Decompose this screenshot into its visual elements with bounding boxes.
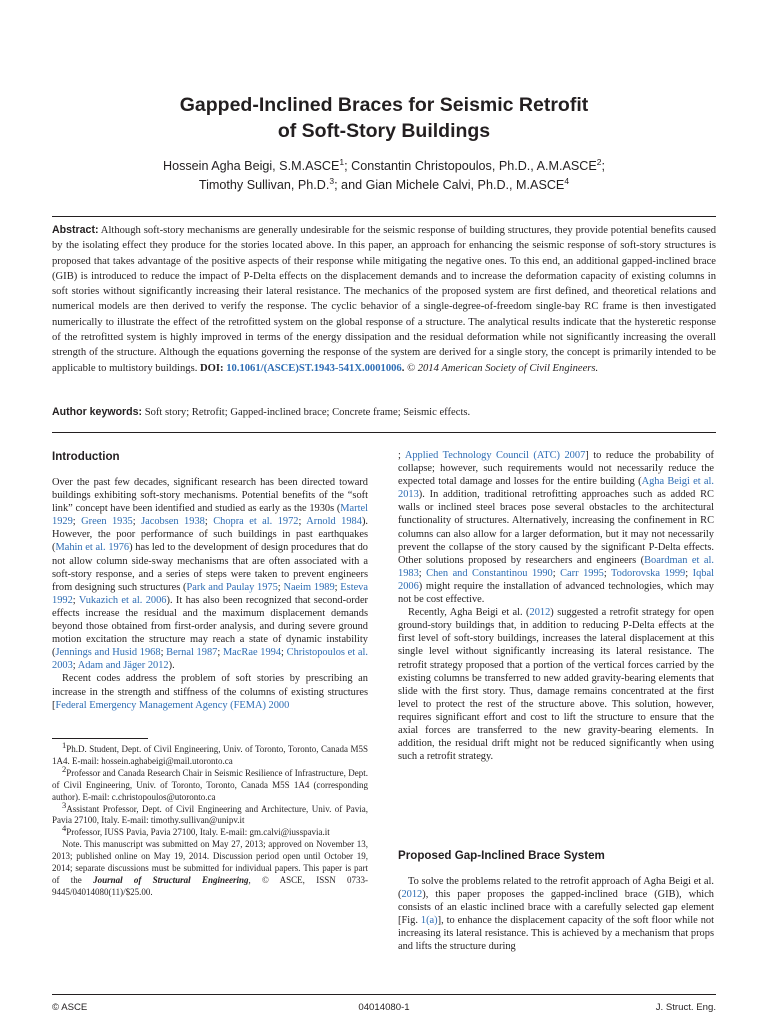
author-2-tail: ;: [601, 159, 606, 173]
text: Assistant Professor, Dept. of Civil Engineering and Architecture, Univ. of Pavia, Pavia 27100, Italy. E-mail: timothy.sullivan@unipv.it: [52, 803, 368, 826]
reference-link[interactable]: Christopoulos et al. 2003: [52, 647, 368, 672]
reference-link[interactable]: Carr 1995: [560, 567, 604, 579]
reference-link[interactable]: Bernal 1987: [166, 647, 218, 659]
text: ), this paper proposes the gapped-inclined brace (GIB), which consists of an elastic inclined brace with a carefully selected gap element [Fig.: [398, 889, 714, 927]
text: ;: [72, 594, 79, 606]
intro-paragraph-1: [52, 476, 368, 672]
text: ;: [132, 516, 142, 528]
text: ;: [603, 567, 612, 579]
text: ] to reduce the probability of collapse; however, such requirements would not necessarily reduce the expected total damage and losses for the entire building (: [398, 450, 714, 488]
author-1: Hossein Agha Beigi, S.M.ASCE: [162, 159, 340, 173]
keywords-bottom-rule: [52, 432, 716, 433]
author-3: Timothy Sullivan, Ph.D.: [198, 177, 330, 192]
author-4-mark: 4: [564, 175, 570, 186]
reference-link[interactable]: Agha Beigi et al. 2013: [398, 476, 714, 501]
text: ;: [685, 567, 693, 579]
doi-end: .: [401, 362, 408, 374]
keywords-text: Soft story; Retrofit; Gapped-inclined brace; Concrete frame; Seismic effects.: [142, 407, 471, 418]
reference-link[interactable]: Naeim 1989: [283, 581, 335, 593]
gib-paragraph-1: [398, 875, 714, 954]
reference-link[interactable]: Applied Technology Council (ATC) 2007: [404, 450, 586, 461]
left-column-body: [52, 476, 368, 712]
author-keywords: [52, 405, 716, 420]
text: ). It has also been recognized that second-order effects increase the residual and the maximum displacement demands beyond those obtained from first-order analysis, and during severe ground motion excitation the structure may reach a state of dynamic instability (: [52, 594, 369, 659]
gib-section-body: [398, 875, 714, 954]
text: ;: [72, 516, 82, 528]
reference-link[interactable]: Green 1935: [81, 516, 133, 528]
footnote-mark: 2: [62, 763, 67, 774]
reference-link[interactable]: Federal Emergency Management Agency (FEMA) 2000: [55, 699, 290, 711]
reference-link[interactable]: Todorovska 1999: [611, 567, 686, 579]
author-4: ; and Gian Michele Calvi, Ph.D., M.ASCE: [334, 177, 565, 192]
text: ;: [72, 660, 78, 672]
footnote-1: [52, 740, 368, 768]
text: Professor and Canada Research Chair in Seismic Resilience of Infrastructure, Dept. of Civil Engineering, Univ. of Toronto, Toronto, Canada M5S 1A4 (corresponding author). E-mail: c.christopoulos@utoronto.ca: [52, 767, 368, 802]
text: ).: [168, 660, 175, 672]
text: Professor, IUSS Pavia, Pavia 27100, Italy. E-mail: gm.calvi@iusspavia.it: [66, 827, 330, 838]
title-line-1: Gapped-Inclined Braces for Seismic Retrofit: [179, 94, 589, 116]
footnote-mark: 3: [62, 799, 67, 810]
text: ) has led to the development of design procedures that do not allow column side-sway mechanisms that are often associated with a soft-story response, and a series of steps were taken to prevent engineers from designing such structures (: [52, 542, 368, 593]
author-1-mark: 1: [339, 156, 345, 167]
text: ;: [398, 450, 405, 461]
footnote-mark: 1: [62, 740, 67, 750]
text: ). In addition, traditional retrofitting approaches such as added RC walls or inclined steel braces pose several obstacles to the architectural functionality of structures. Alternatively, increasing the confinement in RC columns can also allow for a larger deformation, but it may not necessarily prevent the collapse of the story caused by the significant P-Delta effects. Other solutions proposed by researchers and engineers (: [398, 489, 714, 566]
reference-link[interactable]: Adam and Jäger 2012: [77, 660, 169, 672]
reference-link[interactable]: Boardman et al. 1983: [398, 554, 714, 579]
intro-paragraph-2-start: [52, 672, 368, 711]
footnote-mark: 4: [62, 823, 67, 834]
footer-journal: J. Struct. Eng.: [655, 1002, 716, 1013]
text: ;: [298, 516, 307, 528]
abstract-label: Abstract:: [52, 224, 99, 236]
gib-section-heading: Proposed Gap-Inclined Brace System: [398, 849, 605, 862]
reference-link[interactable]: Jennings and Husid 1968: [55, 647, 161, 659]
footnote-rule: [52, 738, 148, 739]
reference-link[interactable]: Mahin et al. 1976: [55, 542, 130, 554]
footnote-2: [52, 763, 368, 804]
footnote-3: [52, 799, 368, 828]
reference-link[interactable]: Jacobsen 1938: [141, 516, 205, 528]
copyright: © 2014 American Society of Civil Engineers.: [407, 362, 599, 374]
text: ;: [552, 567, 561, 579]
text: To solve the problems related to the retrofit approach of Agha Beigi et al. (: [398, 876, 714, 901]
text: Over the past few decades, significant research has been directed toward buildings exhibiting soft-story mechanisms. Potential benefits of the “soft link” concept have been identified and studied as early as the 1930s (: [52, 477, 368, 515]
reference-link[interactable]: Arnold 1984: [306, 516, 362, 528]
figure-link[interactable]: 1(a): [420, 915, 438, 927]
text: Ph.D. Student, Dept. of Civil Engineering, Univ. of Toronto, Toronto, Canada M5S 1A4. E-mail: hossein.aghabeigi@mail.utoronto.ca: [52, 744, 368, 766]
footnote-4: [52, 823, 368, 839]
text: ). However, the poor performance of such buildings in past earthquakes (: [52, 516, 368, 554]
reference-link[interactable]: 2012: [401, 889, 423, 901]
text: ], to enhance the displacement capacity of the soft floor while not increasing its lateral resistance. This is achieved by a mechanism that props and lifts the structure during: [398, 915, 714, 953]
reference-link[interactable]: Vukazich et al. 2006: [78, 594, 167, 606]
introduction-heading: Introduction: [52, 450, 120, 463]
reference-link[interactable]: Martel 1929: [52, 503, 368, 528]
text: ) suggested a retrofit strategy for open ground-story buildings that, in addition to reducing P-Delta effects at the first level of soft-story buildings, increases the lateral displacement at this single level without significantly increasing its lateral resistance. The retrofit strategy proposed that a portion of the vertical forces carried by the existing columns be transferred to new added gravity-bearing elements that slide with the first story. Thus, damage remains concentrated at the first level to protect the rest of the structure above. This solution, however, requires significant effort and cost to lift the structure to ensure that the axial forces are transferred to the new gravity-bearing elements. In addition, the residual drift might not be reduced significantly when using such a retrofit strategy.: [398, 607, 714, 763]
author-2-mark: 2: [596, 156, 602, 167]
text: ;: [160, 647, 167, 659]
reference-link[interactable]: Chopra et al. 1972: [213, 516, 299, 528]
author-3-mark: 3: [329, 175, 335, 186]
abstract: [52, 223, 716, 376]
keywords-label: Author keywords:: [52, 406, 143, 418]
paper-title: [80, 92, 688, 144]
author-list: [80, 157, 688, 194]
footer-rule: [52, 994, 716, 995]
abstract-top-rule: [52, 216, 716, 217]
intro-paragraph-2-cont: [398, 449, 714, 606]
text: ;: [334, 581, 341, 593]
abstract-text: Although soft-story mechanisms are generally undesirable for the seismic response of building structures, they provide potential benefits caused by the isolating effect they produce for the stories located above. In this paper, an approach for enhancing the seismic response of soft-story structures is proposed that takes advantage of the positive aspects of their response while mitigating the negative ones. To this end, an additional gapped-inclined brace (GIB) is introduced to reduce the impact of P-Delta effects on the displacement demands and to increase the deformation capacity of existing columns in soft stories without significantly increasing their lateral resistance. The mechanics of the proposed system are first defined, and theoretical relations and numerical models are then derived to verify the response. The cyclic behavior of a single-degree-of-freedom single-bay RC frame is then investigated numerically to illustrate the effect of the retrofitted system on the global response of a structure. The analytical results indicate that the hysteretic response of the retrofitted system is highly improved in terms of the energy dissipation and the residual deformation while not significantly increasing the overall strength of the structure. Although the equations governing the response of the system are derived for a single story, the concept is primarily intended to be applicable to multistory buildings.: [52, 225, 716, 374]
text: ;: [204, 516, 214, 528]
manuscript-note: [52, 839, 368, 899]
text: ) might require the installation of advanced technologies, which may not be cost effective.: [398, 580, 714, 606]
reference-link[interactable]: Iqbal 2006: [398, 567, 714, 592]
footer-page-id: 04014080-1: [358, 1002, 410, 1013]
intro-paragraph-3: [398, 606, 714, 763]
doi-label: DOI:: [200, 362, 227, 374]
text: ;: [418, 567, 427, 579]
text: Note. This manuscript was submitted on May 27, 2013; approved on November 13, 2013; published online on May 19, 2014. Discussion period open until October 19, 2014; separate discussions must be submitted for individual papers. This paper is part of the: [52, 839, 368, 885]
reference-link[interactable]: MacRae 1994: [222, 647, 282, 659]
reference-link[interactable]: 2012: [529, 607, 551, 619]
right-column-body: [398, 449, 714, 763]
journal-name: Journal of Structural Engineering: [93, 874, 249, 885]
text: Recent codes address the problem of soft stories by prescribing an increase in the strength and stiffness of the columns of existing structures [: [52, 673, 368, 711]
reference-link[interactable]: Esteva 1992: [52, 581, 368, 606]
reference-link[interactable]: Chen and Constantinou 1990: [426, 567, 553, 579]
text: ;: [217, 647, 223, 659]
author-2: ; Constantin Christopoulos, Ph.D., A.M.ASCE: [344, 159, 597, 173]
doi-link[interactable]: 10.1061/(ASCE)ST.1943-541X.0001006: [226, 362, 402, 374]
reference-link[interactable]: Park and Paulay 1975: [186, 581, 278, 593]
title-line-2: of Soft-Story Buildings: [277, 120, 491, 142]
text: ;: [281, 647, 287, 659]
text: , © ASCE, ISSN 0733-9445/04014080(11)/$25.00.: [52, 874, 368, 897]
text: Recently, Agha Beigi et al. (: [408, 607, 530, 619]
text: ;: [277, 581, 284, 593]
footer-publisher: © ASCE: [52, 1002, 88, 1013]
footnotes: [52, 740, 368, 899]
